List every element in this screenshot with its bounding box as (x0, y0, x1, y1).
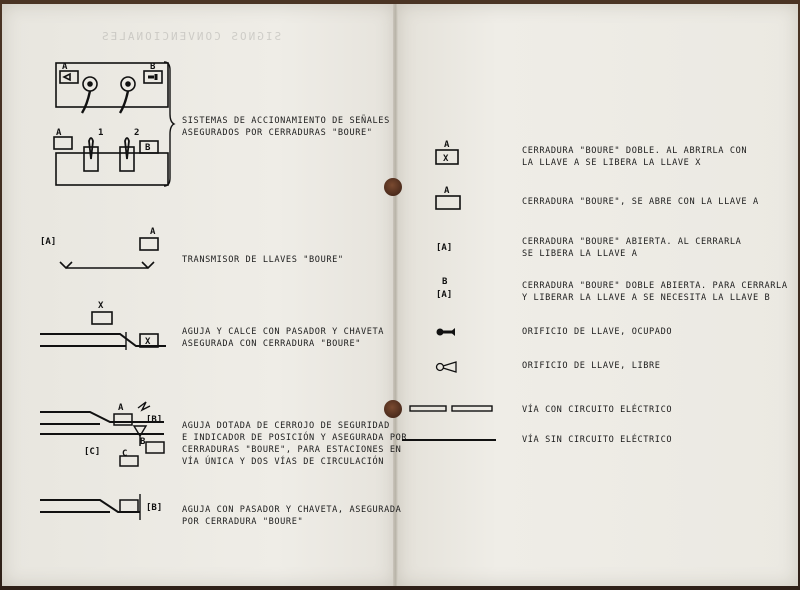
text-via-sin: VÍA SIN CIRCUITO ELÉCTRICO (522, 435, 673, 445)
double-open-lock-symbol (432, 274, 472, 304)
text-transmisor: TRANSMISOR DE LLAVES "BOURE" (182, 255, 344, 265)
switch-chock-diagram (40, 298, 170, 354)
label-a-top: A (62, 62, 68, 72)
lock-box-pin (120, 500, 138, 512)
label-a-open: [A] (436, 243, 453, 253)
text-aguja-calce: AGUJA Y CALCE CON PASADOR Y CHAVETA ASEGURADA CON CERRADURA "BOURE" (182, 327, 385, 349)
label-b-double-open: B (442, 277, 448, 287)
track-without-circuit-symbol (400, 432, 500, 446)
lock-box-b-bolt (146, 442, 164, 453)
lock-box-a (140, 238, 158, 250)
label-b-bolt: B (140, 437, 146, 447)
text-libre: ORIFICIO DE LLAVE, LIBRE (522, 361, 661, 371)
keyhole-free-icon (434, 360, 464, 374)
key-transmitter-diagram (40, 222, 170, 276)
lock-box-a-bottom (54, 137, 72, 149)
text-abierta: CERRADURA "BOURE" ABIERTA. AL CERRARLA SE LIBERA LA LLAVE A (522, 237, 742, 259)
label-x-right: X (145, 337, 151, 347)
label-two: 2 (134, 128, 140, 138)
lock-box-a-bolt (114, 414, 132, 425)
label-b-bottom: B (145, 143, 151, 153)
lightning-indicator-icon (138, 402, 150, 410)
transmitter-line (60, 262, 154, 268)
key-occupied-icon (148, 74, 156, 80)
track-with-circuit-symbol (400, 402, 500, 416)
signal-actuation-diagram (40, 55, 180, 195)
label-a-bolt: A (118, 403, 124, 413)
text-aguja-cerrojo: AGUJA DOTADA DE CERROJO DE SEGURIDAD E INDICADOR DE POSICIÓN Y ASEGURADA POR CERRADURAS "BOURE", PARA ESTACIONES EN VÍA ÚNICA Y DOS VÍAS DE CIRCULACIÓN (182, 421, 408, 467)
label-one: 1 (98, 128, 104, 138)
simple-lock-box (436, 196, 460, 209)
label-a-bottom: A (56, 128, 62, 138)
text-sistemas: SISTEMAS DE ACCIONAMIENTO DE SEÑALES ASEGURADOS POR CERRADURAS "BOURE" (182, 116, 390, 138)
label-c-bolt: C (122, 449, 128, 459)
keyhole-occupied-icon (434, 325, 464, 339)
open-lock-symbol (432, 238, 472, 258)
text-doble: CERRADURA "BOURE" DOBLE. AL ABRIRLA CON LA LLAVE A SE LIBERA LA LLAVE X (522, 146, 748, 168)
label-x: X (98, 301, 104, 311)
binding-hole-top (384, 178, 402, 196)
switch-pin-diagram (40, 494, 170, 528)
key-free-icon (64, 74, 70, 80)
text-ocupado: ORIFICIO DE LLAVE, OCUPADO (522, 327, 673, 337)
label-b-bracket-top: [B] (146, 415, 163, 425)
switch-bolt-diagram (40, 398, 170, 468)
label-x-double: X (443, 154, 449, 164)
lever-arm-2 (120, 91, 128, 113)
text-via-con: VÍA CON CIRCUITO ELÉCTRICO (522, 405, 673, 415)
bleed-through-title: SIGNOS CONVENCIONALES (100, 30, 282, 43)
brace (162, 60, 176, 190)
label-a-simple: A (444, 186, 450, 196)
label-a-bracket: [A] (40, 237, 57, 247)
lever-arm-1 (82, 91, 90, 113)
label-b-top: B (150, 62, 156, 72)
lever-handle-1 (89, 138, 93, 159)
text-aguja-pasador: AGUJA CON PASADOR Y CHAVETA, ASEGURADA POR CERRADURA "BOURE" (182, 505, 402, 527)
label-a-double: A (444, 140, 450, 150)
double-lock-symbol (430, 138, 470, 168)
label-a: A (150, 227, 156, 237)
text-doble-abierta: CERRADURA "BOURE" DOBLE ABIERTA. PARA CERRARLA Y LIBERAR LA LLAVE A SE NECESITA LA LLAVE B (522, 281, 788, 303)
track-pin-upper (40, 500, 140, 512)
simple-lock-symbol (430, 184, 470, 212)
text-simple: CERRADURA "BOURE", SE ABRE CON LA LLAVE A (522, 197, 759, 207)
label-c-bracket: [C] (84, 447, 101, 457)
book-spine (393, 4, 398, 586)
lever-handle-2 (125, 138, 129, 159)
bottom-panel-frame (56, 153, 168, 185)
label-b-bracket-pin: [B] (146, 503, 163, 513)
lock-box-x (92, 312, 112, 324)
label-a-double-open: [A] (436, 290, 453, 300)
